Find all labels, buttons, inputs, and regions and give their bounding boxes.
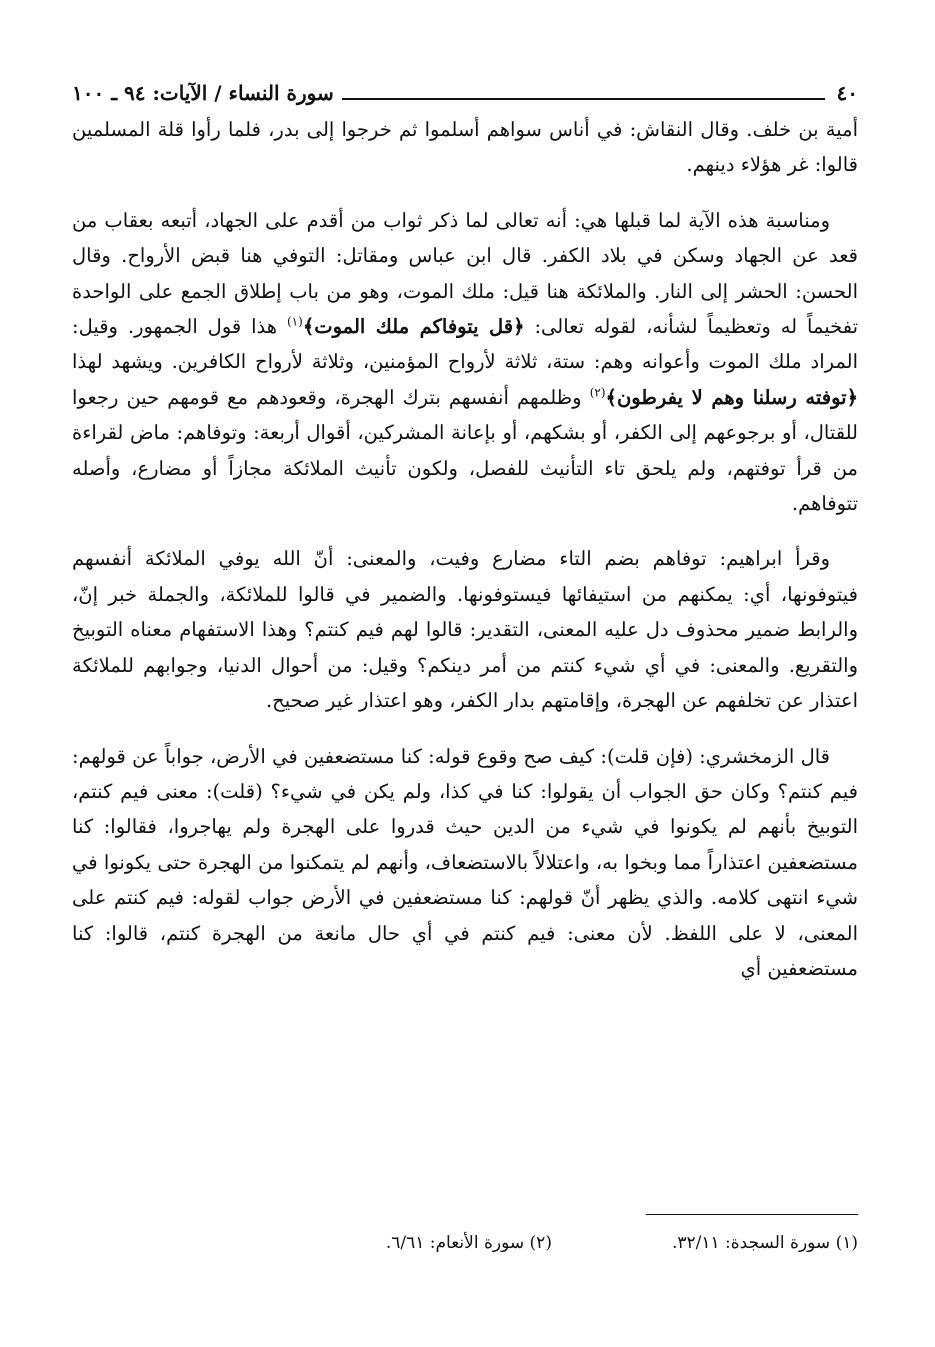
- page-header: [72, 78, 858, 108]
- paragraph-text: ومناسبة هذه الآية لما قبلها هي: أنه تعالى لما ذكر ثواب من أقدم على الجهاد، أتبعه بعقاب من قعد عن الجهاد وسكن في بلاد الكفر. قال ابن عباس ومقاتل: التوفي هنا قبض الأرواح. وقال الحسن: الحشر إلى النار. والملائكة هنا قيل: ملك الموت، وهو من باب إطلاق الجمع على الواحدة تفخيماً له وتعظيماً لشأنه، لقوله تعالى:: [72, 208, 858, 339]
- footnotes: [72, 1228, 858, 1258]
- paragraph-4: [72, 739, 858, 987]
- paragraph-3: [72, 541, 858, 718]
- quran-quote: ﴿توفته رسلنا وهم لا يفرطون﴾: [605, 385, 858, 409]
- paragraph-text: وقرأ ابراهيم: توفاهم بضم التاء مضارع وفيت، والمعنى: أنّ الله يوفي الملائكة أنفسهم فيتوفونها، أي: يمكنهم من استيفائها فيستوفونها. والضمير في قالوا للملائكة، والجملة خبر إنّ، والرابط ضمير محذوف دل عليه المعنى، التقدير: قالوا لهم فيم كنتم؟ وهذا الاستفهام معناه التوبيخ والتقريع. والمعنى: في أي شيء كنتم من أمر دينكم؟ وقيل: من أحوال الدنيا، وجوابهم للملائكة اعتذار عن تخلفهم عن الهجرة، وإقامتهم بدار الكفر، وهو اعتذار غير صحيح.: [72, 547, 858, 713]
- page-number: ٤٠: [836, 81, 858, 105]
- quran-quote: ﴿قل يتوفاكم ملك الموت﴾: [302, 315, 525, 339]
- paragraph-2: [72, 203, 858, 522]
- header-rule: [342, 98, 825, 100]
- paragraph-text: وظلمهم أنفسهم بترك الهجرة، وقعودهم مع قومهم حين رجعوا للقتال، أو برجوعهم إلى الكفر، أو بشكهم، أو بإعانة المشركين، أقوال أربعة: وتوفاهم: ماض لقراءة من قرأ توفتهم، ولم يلحق تاء التأنيث للفصل، ولكون تأنيث الملائكة مجازاً أو مضارع، وأصله تتوفاهم.: [72, 385, 858, 516]
- footnote-ref: (١): [286, 314, 303, 329]
- footnote-ref: (٢): [589, 385, 606, 400]
- paragraph-text: قال الزمخشري: (فإن قلت): كيف صح وقوع قوله: كنا مستضعفين في الأرض، جواباً عن قولهم: فيم كنتم؟ وكان حق الجواب أن يقولوا: كنا في كذا، ولم يكن في شيء؟ (قلت): معنى فيم كنتم، التوبيخ بأنهم لم يكونوا في شيء من الدين حيث قدروا على الهجرة ولم يهاجروا، فقالوا: كنا مستضعفين اعتذاراً مما وبخوا به، واعتلالاً بالاستضعاف، وأنهم لم يتمكنوا من الهجرة حتى يكونوا في شيء انتهى كلامه. والذي يظهر أنّ قولهم: كنا مستضعفين في الأرض جواب لقوله: فيم كنتم على المعنى، لا على اللفظ. لأن معنى: فيم كنتم في أي حال مانعة من الهجرة كنتم، قالوا: كنا مستضعفين أي: [72, 744, 858, 980]
- footnote-2: (٢) سورة الأنعام: ٦/٦١.: [385, 1233, 552, 1253]
- paragraph-text: هذا قول الجمهور. وقيل: المراد ملك الموت وأعوانه وهم: ستة، ثلاثة لأرواح المؤمنين، وثلاثة لأرواح الكافرين. ويشهد لهذا: [72, 315, 858, 374]
- paragraph-text: أمية بن خلف. وقال النقاش: في أناس سواهم أسلموا ثم خرجوا إلى بدر، فلما رأوا قلة المسلمين قالوا: غر هؤلاء دينهم.: [72, 118, 858, 177]
- footnote-divider: [646, 1214, 858, 1215]
- running-title: سورة النساء / الآيات: ٩٤ ـ ١٠٠: [72, 81, 334, 105]
- footnote-1: (١) سورة السجدة: ٣٢/١١.: [671, 1233, 858, 1253]
- paragraph-1: [72, 112, 858, 183]
- page: [72, 78, 858, 1278]
